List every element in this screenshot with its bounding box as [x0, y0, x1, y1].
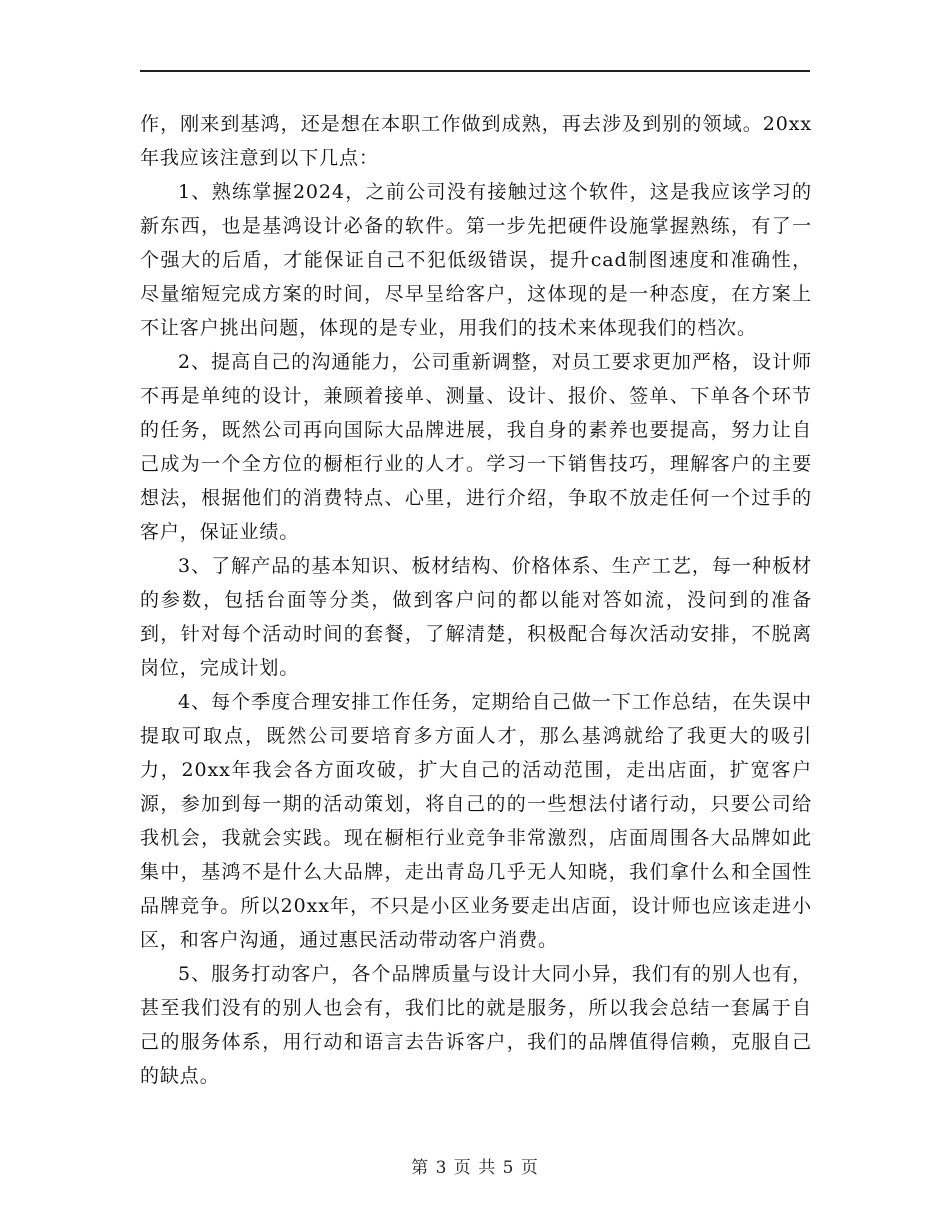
page-number-footer: 第 3 页 共 5 页	[411, 1158, 539, 1178]
paragraph-item-5: 5、服务打动客户，各个品牌质量与设计大同小异，我们有的别人也有，甚至我们没有的别人也会有，我们比的就是服务，所以我会总结一套属于自己的服务体系，用行动和语言去告诉客户，我们的品牌值得信赖，克服自己的缺点。	[140, 963, 812, 1087]
paragraph-item-1: 1、熟练掌握2024，之前公司没有接触过这个软件，这是我应该学习的新东西，也是基鸿设计必备的软件。第一步先把硬件设施掌握熟练，有了一个强大的后盾，才能保证自己不犯低级错误，提升cad制图速度和准确性，尽量缩短完成方案的时间，尽早呈给客户，这体现的是一种态度，在方案上不让客户挑出问题，体现的是专业，用我们的技术来体现我们的档次。	[140, 181, 812, 339]
paragraph-item-4: 4、每个季度合理安排工作任务，定期给自己做一下工作总结，在失误中提取可取点，既然公司要培育多方面人才，那么基鸿就给了我更大的吸引力，20xx年我会各方面攻破，扩大自己的活动范围，走出店面，扩宽客户源，参加到每一期的活动策划，将自己的的一些想法付诸行动，只要公司给我机会，我就会实践。现在橱柜行业竞争非常激烈，店面周围各大品牌如此集中，基鸿不是什么大品牌，走出青岛几乎无人知晓，我们拿什么和全国性品牌竞争。所以20xx年，不只是小区业务要走出店面，设计师也应该走进小区，和客户沟通，通过惠民活动带动客户消费。	[140, 691, 812, 951]
document-body	[140, 107, 812, 1093]
paragraph-continuation: 作，刚来到基鸿，还是想在本职工作做到成熟，再去涉及到别的领域。20xx年我应该注意到以下几点：	[140, 113, 812, 169]
header-divider	[140, 70, 810, 72]
paragraph-item-3: 3、了解产品的基本知识、板材结构、价格体系、生产工艺，每一种板材的参数，包括台面等分类，做到客户问的都以能对答如流，没问到的准备到，针对每个活动时间的套餐，了解清楚，积极配合每次活动安排，不脱离岗位，完成计划。	[140, 555, 812, 679]
paragraph-item-2: 2、提高自己的沟通能力，公司重新调整，对员工要求更加严格，设计师不再是单纯的设计，兼顾着接单、测量、设计、报价、签单、下单各个环节的任务，既然公司再向国际大品牌进展，我自身的素养也要提高，努力让自己成为一个全方位的橱柜行业的人才。学习一下销售技巧，理解客户的主要想法，根据他们的消费特点、心里，进行介绍，争取不放走任何一个过手的客户，保证业绩。	[140, 351, 812, 543]
